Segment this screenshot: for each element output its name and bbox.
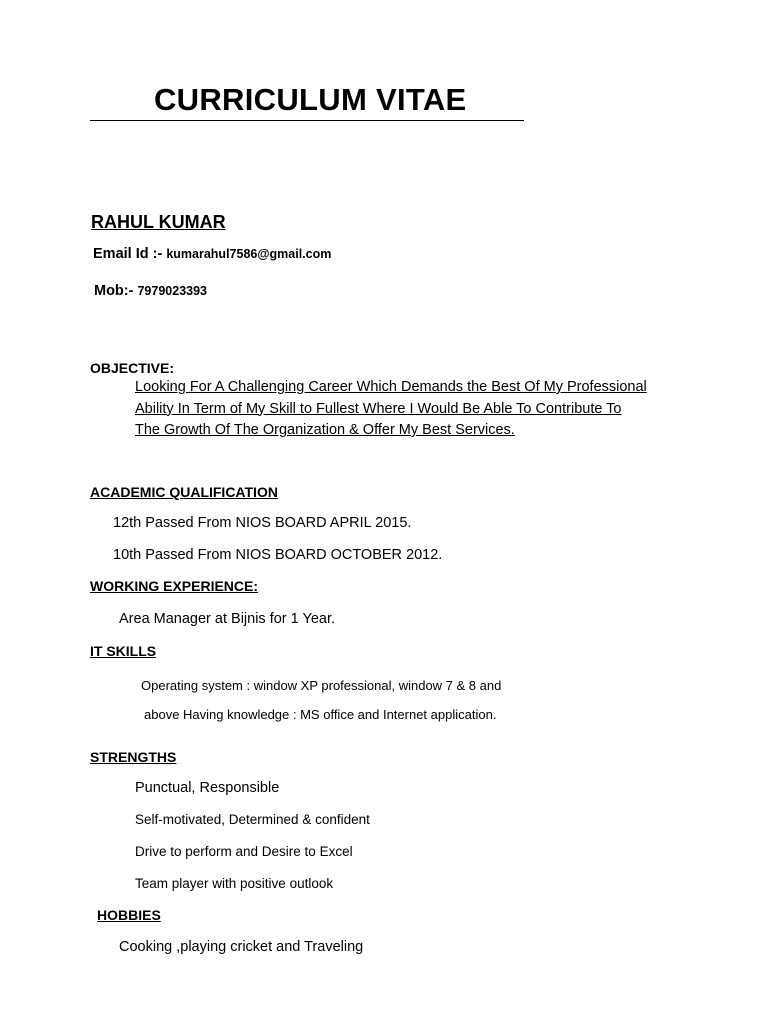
candidate-name: RAHUL KUMAR <box>91 212 226 232</box>
objective-text <box>135 377 695 442</box>
email-line <box>93 246 331 262</box>
email-value: kumarahul7586@gmail.com <box>166 247 332 261</box>
hobbies-heading: HOBBIES <box>97 907 161 923</box>
mobile-line <box>94 283 207 299</box>
strength-item: Self-motivated, Determined & confident <box>135 812 370 827</box>
strengths-heading: STRENGTHS <box>90 749 177 765</box>
objective-line: The Growth Of The Organization & Offer My Best Services. <box>135 422 515 438</box>
objective-line: Ability In Term of My Skill to Fullest Where I Would Be Able To Contribute To <box>135 400 622 417</box>
mobile-label: Mob:- <box>94 283 138 299</box>
it-skills-line: Operating system : window XP professional, window 7 & 8 and <box>141 678 502 693</box>
strength-item: Team player with positive outlook <box>135 876 334 891</box>
mobile-value: 7979023393 <box>137 284 208 298</box>
experience-heading: WORKING EXPERIENCE: <box>90 578 259 594</box>
objective-heading: OBJECTIVE: <box>90 360 175 376</box>
objective-line: Looking For A Challenging Career Which Demands the Best Of My Professional <box>135 379 647 395</box>
email-label: Email Id :- <box>93 246 167 262</box>
experience-item: Area Manager at Bijnis for 1 Year. <box>119 611 336 627</box>
title-underline <box>90 120 524 121</box>
academic-item: 12th Passed From NIOS BOARD APRIL 2015. <box>113 515 412 531</box>
academic-heading: ACADEMIC QUALIFICATION <box>90 484 278 500</box>
strength-item: Punctual, Responsible <box>135 780 280 796</box>
it-skills-line: above Having knowledge : MS office and Internet application. <box>144 707 497 722</box>
academic-item: 10th Passed From NIOS BOARD OCTOBER 2012. <box>113 547 443 563</box>
document-title: CURRICULUM VITAE <box>154 82 467 117</box>
strength-item: Drive to perform and Desire to Excel <box>135 844 353 859</box>
it-skills-heading: IT SKILLS <box>90 643 157 659</box>
hobby-item: Cooking ,playing cricket and Traveling <box>119 939 364 955</box>
